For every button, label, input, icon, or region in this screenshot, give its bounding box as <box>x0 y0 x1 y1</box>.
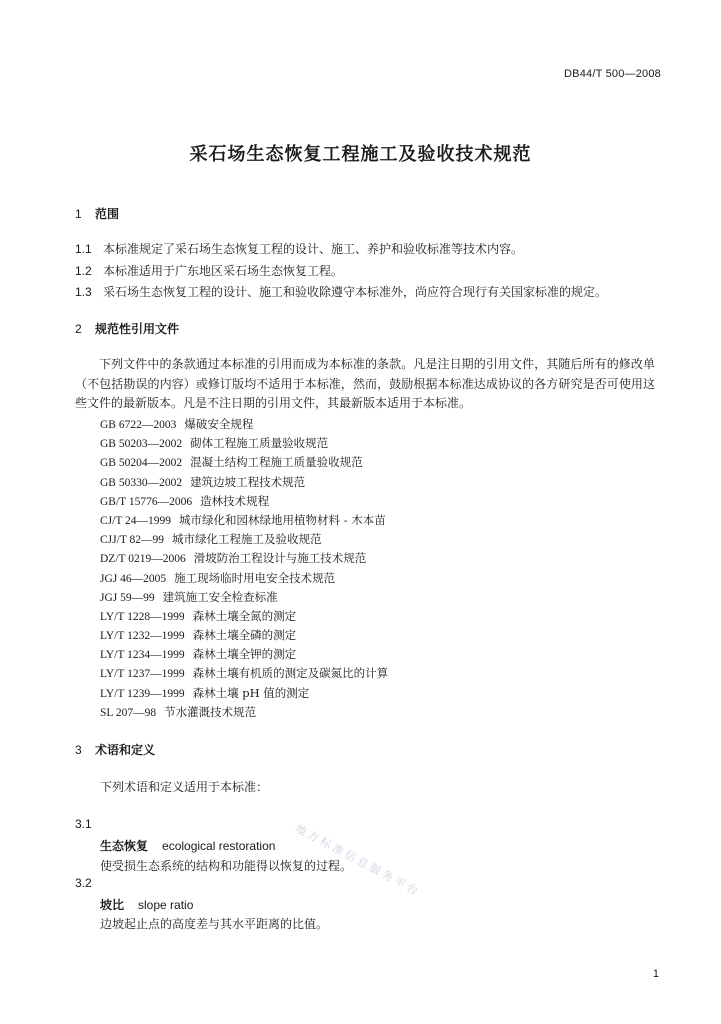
reference-name: 节水灌溉技术规范 <box>164 704 257 719</box>
reference-code: GB/T 15776—2006 <box>100 495 193 508</box>
reference-name: 建筑施工安全检查标准 <box>162 589 278 604</box>
section-2-heading <box>75 320 179 337</box>
section-title: 规范性引用文件 <box>95 322 180 336</box>
clause-text: 采石场生态恢复工程的设计、施工和验收除遵守本标准外，尚应符合现行有关国家标准的规定。 <box>103 285 608 299</box>
term-definition: 边坡起止点的高度差与其水平距离的比值。 <box>100 917 329 931</box>
term-definition: 使受损生态系统的结构和功能得以恢复的过程。 <box>100 859 353 873</box>
term-3-2 <box>100 896 193 913</box>
reference-code: GB 6722—2003 <box>100 419 177 431</box>
reference-item <box>100 530 388 549</box>
reference-item <box>100 703 388 722</box>
reference-name: 森林土壤全氮的测定 <box>192 608 297 623</box>
clause-1-1 <box>75 240 523 257</box>
term-english: ecological restoration <box>162 839 276 853</box>
reference-code: LY/T 1234—1999 <box>100 649 185 662</box>
reference-item <box>100 588 388 607</box>
term-chinese: 生态恢复 <box>100 839 149 853</box>
reference-code: LY/T 1237—1999 <box>100 668 185 681</box>
page-number: 1 <box>652 968 659 980</box>
reference-list <box>100 415 388 722</box>
term-number: 3.1 <box>75 817 92 831</box>
reference-code: CJ/T 24—1999 <box>100 514 172 527</box>
reference-code: GB 50203—2002 <box>100 438 183 451</box>
reference-name: 施工现场临时用电安全技术规范 <box>174 570 336 585</box>
section-number: 1 <box>75 207 82 221</box>
section-number: 2 <box>75 322 82 336</box>
reference-name: 森林土壤全磷的测定 <box>192 628 297 643</box>
reference-item <box>100 492 388 511</box>
reference-item <box>100 511 388 530</box>
clause-1-2 <box>75 262 343 279</box>
reference-item <box>100 569 388 588</box>
reference-code: DZ/T 0219—2006 <box>100 553 186 566</box>
reference-name: 造林技术规程 <box>200 493 270 508</box>
clause-1-3 <box>75 283 607 300</box>
clause-number: 1.3 <box>75 285 92 299</box>
term-english: slope ratio <box>138 898 194 912</box>
reference-name: 城市绿化工程施工及验收规范 <box>172 532 322 547</box>
reference-item <box>100 434 388 453</box>
reference-code: LY/T 1239—1999 <box>100 687 185 700</box>
reference-item <box>100 626 388 645</box>
watermark: 地方标准信息服务平台 <box>292 821 423 899</box>
reference-item <box>100 607 388 626</box>
reference-item <box>100 645 388 664</box>
section-3-heading <box>75 741 155 758</box>
reference-item <box>100 453 388 472</box>
reference-code: SL 207—98 <box>100 706 157 719</box>
reference-code: CJJ/T 82—99 <box>100 534 165 547</box>
section-3-intro: 下列术语和定义适用于本标准： <box>100 780 269 794</box>
reference-name: 森林土壤全钾的测定 <box>192 647 297 662</box>
section-2-intro: 下列文件中的条款通过本标准的引用而成为本标准的条款。凡是注日期的引用文件，其随后所有的修改单（不包括勘误的内容）或修订版均不适用于本标准，然而，鼓励根据本标准达成协议的各方研究是否可使用这些文件的最新版本。凡是不注日期的引用文件，其最新版本适用于本标准。 <box>75 357 655 410</box>
clause-text: 本标准适用于广东地区采石场生态恢复工程。 <box>103 264 344 278</box>
reference-name: 森林土壤 pH 值的测定 <box>192 685 310 700</box>
reference-name: 砌体工程施工质量验收规范 <box>190 436 329 451</box>
standard-number: DB44/T 500—2008 <box>564 68 661 80</box>
reference-name: 城市绿化和园林绿地用植物材料 - 木本苗 <box>179 512 386 527</box>
reference-name: 爆破安全规程 <box>184 417 254 431</box>
reference-code: LY/T 1232—1999 <box>100 630 185 643</box>
clause-text: 本标准规定了采石场生态恢复工程的设计、施工、养护和验收标准等技术内容。 <box>103 242 524 256</box>
reference-code: JGJ 59—99 <box>100 591 155 604</box>
term-chinese: 坡比 <box>100 898 125 912</box>
document-title: 采石场生态恢复工程施工及验收技术规范 <box>189 144 532 165</box>
reference-name: 森林土壤有机质的测定及碳氮比的计算 <box>192 666 389 681</box>
section-title: 范围 <box>95 207 120 221</box>
reference-name: 滑坡防治工程设计与施工技术规范 <box>193 551 367 566</box>
reference-item <box>100 473 388 492</box>
section-number: 3 <box>75 743 82 757</box>
reference-code: LY/T 1228—1999 <box>100 610 185 623</box>
reference-item <box>100 549 388 568</box>
section-title: 术语和定义 <box>95 743 156 757</box>
reference-item <box>100 664 388 683</box>
reference-name: 建筑边坡工程技术规范 <box>190 474 306 489</box>
clause-number: 1.2 <box>75 264 92 278</box>
reference-code: GB 50330—2002 <box>100 476 183 489</box>
reference-item <box>100 415 388 434</box>
term-number: 3.2 <box>75 876 92 890</box>
clause-number: 1.1 <box>75 242 92 256</box>
reference-item <box>100 684 388 703</box>
reference-code: JGJ 46—2005 <box>100 572 167 585</box>
section-1-heading <box>75 205 119 222</box>
reference-name: 混凝土结构工程施工质量验收规范 <box>190 455 363 470</box>
term-3-1 <box>100 837 275 854</box>
reference-code: GB 50204—2002 <box>100 457 183 470</box>
